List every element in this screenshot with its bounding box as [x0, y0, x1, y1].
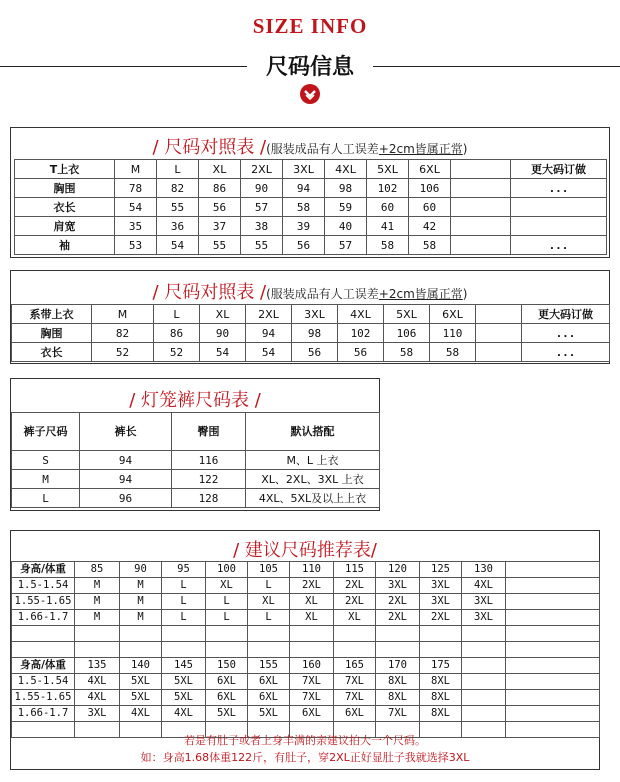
table-cell: 7XL	[334, 674, 376, 690]
table-cell: 58	[384, 343, 430, 362]
table-cell: 98	[292, 324, 338, 343]
header-cell: M	[92, 305, 154, 324]
empty-row	[12, 642, 600, 658]
table-cell: M	[75, 594, 120, 610]
header-cell: 臀围	[172, 413, 246, 451]
row-label: 袖	[15, 236, 115, 255]
empty-cell	[376, 626, 420, 642]
table-cell: L	[248, 610, 290, 626]
table-row	[12, 594, 600, 610]
table-cell: L	[162, 578, 206, 594]
table-cell: ...	[511, 179, 607, 198]
row-label: L	[12, 489, 80, 508]
table-cell: M、L 上衣	[246, 451, 380, 470]
table-header-row	[12, 305, 610, 324]
empty-cell	[462, 642, 506, 658]
header-cell: 身高/体重	[12, 562, 75, 578]
table3-grid	[11, 412, 380, 508]
empty-cell	[162, 642, 206, 658]
table-cell: 7XL	[334, 690, 376, 706]
header-cell: 5XL	[367, 160, 409, 179]
row-label: 衣长	[15, 198, 115, 217]
empty-cell	[506, 642, 600, 658]
table-cell: 2XL	[334, 578, 376, 594]
empty-cell	[120, 626, 162, 642]
table-cell: 4XL、5XL及以上上衣	[246, 489, 380, 508]
table-row	[12, 324, 610, 343]
table-cell: M	[75, 578, 120, 594]
empty-cell	[12, 626, 75, 642]
table-cell: 94	[283, 179, 325, 198]
table-cell: 56	[292, 343, 338, 362]
table-cell	[506, 674, 600, 690]
table4-grid	[11, 561, 600, 738]
table-header-row	[12, 658, 600, 674]
table-cell: 106	[384, 324, 430, 343]
header-cell: XL	[200, 305, 246, 324]
table-cell: 59	[325, 198, 367, 217]
table-cell: 5XL	[120, 690, 162, 706]
table-cell: 82	[92, 324, 154, 343]
table-cell	[451, 217, 511, 236]
table-cell: 36	[157, 217, 199, 236]
table1-title: / 尺码对照表 /(服装成品有人工误差+2cm皆属正常)	[152, 137, 468, 158]
table-cell: 56	[338, 343, 384, 362]
table-cell: M	[120, 594, 162, 610]
table-cell: 3XL	[376, 578, 420, 594]
table-cell: 6XL	[334, 706, 376, 722]
table-row	[12, 674, 600, 690]
table-row	[12, 489, 380, 508]
table-cell: 5XL	[248, 706, 290, 722]
table-cell: 58	[367, 236, 409, 255]
header-cell: 裤长	[80, 413, 172, 451]
table-cell: 55	[157, 198, 199, 217]
table-cell: XL	[290, 594, 334, 610]
table-cell: 82	[157, 179, 199, 198]
table-cell: 54	[157, 236, 199, 255]
header-cell: 130	[462, 562, 506, 578]
table-cell	[462, 674, 506, 690]
empty-cell	[75, 642, 120, 658]
row-label: 1.66-1.7	[12, 610, 75, 626]
row-label: S	[12, 451, 80, 470]
table-cell: 6XL	[206, 690, 248, 706]
table-cell: 90	[241, 179, 283, 198]
table-row	[12, 451, 380, 470]
table-cell: XL	[248, 594, 290, 610]
header-cell: 更大码订做	[522, 305, 610, 324]
table-cell	[506, 690, 600, 706]
table-cell: 3XL	[462, 594, 506, 610]
table-cell: L	[206, 610, 248, 626]
table-cell: 8XL	[376, 674, 420, 690]
table-cell: 6XL	[248, 674, 290, 690]
table1-grid	[14, 159, 607, 255]
table-header-row	[12, 413, 380, 451]
header-cell: 115	[334, 562, 376, 578]
table-cell	[506, 610, 600, 626]
chevron-down-icon	[300, 84, 320, 104]
table2-title: / 尺码对照表 /(服装成品有人工误差+2cm皆属正常)	[152, 282, 468, 303]
table-cell: 116	[172, 451, 246, 470]
table-row	[12, 690, 600, 706]
table-cell: 5XL	[162, 690, 206, 706]
table-cell: 57	[241, 198, 283, 217]
table-cell: 5XL	[206, 706, 248, 722]
table-cell: 2XL	[290, 578, 334, 594]
header-cell: 3XL	[283, 160, 325, 179]
empty-cell	[334, 642, 376, 658]
table-cell	[506, 578, 600, 594]
table-cell: 4XL	[462, 578, 506, 594]
table-cell: M	[120, 610, 162, 626]
table-row	[12, 470, 380, 489]
table-row	[12, 610, 600, 626]
empty-cell	[206, 642, 248, 658]
table-cell: 7XL	[376, 706, 420, 722]
table-cell: XL	[290, 610, 334, 626]
row-label: 1.55-1.65	[12, 690, 75, 706]
table-cell: 2XL	[376, 610, 420, 626]
row-label: M	[12, 470, 80, 489]
spacer-cell	[476, 324, 522, 343]
empty-cell	[206, 626, 248, 642]
row-label: 1.5-1.54	[12, 578, 75, 594]
table-cell: 53	[115, 236, 157, 255]
table-cell: ...	[511, 236, 607, 255]
header-cell: 100	[206, 562, 248, 578]
table-cell: 98	[325, 179, 367, 198]
table-cell: 55	[241, 236, 283, 255]
table-cell: 58	[409, 236, 451, 255]
empty-cell	[162, 626, 206, 642]
table4-title: / 建议尺码推荐表/	[233, 540, 377, 561]
table-cell: 6XL	[248, 690, 290, 706]
table-cell: 4XL	[75, 674, 120, 690]
row-label: 1.66-1.7	[12, 706, 75, 722]
table-cell: 94	[246, 324, 292, 343]
row-label: 胸围	[15, 179, 115, 198]
table-cell: M	[120, 578, 162, 594]
table-cell: 52	[154, 343, 200, 362]
empty-row	[12, 626, 600, 642]
table-cell: XL	[334, 610, 376, 626]
empty-cell	[334, 626, 376, 642]
header-cell: 85	[75, 562, 120, 578]
table-row	[15, 179, 607, 198]
header-cell: 6XL	[430, 305, 476, 324]
table-cell: L	[206, 594, 248, 610]
table-cell: 7XL	[290, 674, 334, 690]
empty-cell	[290, 642, 334, 658]
table-cell: 8XL	[376, 690, 420, 706]
empty-cell	[248, 626, 290, 642]
header-cell: 2XL	[241, 160, 283, 179]
table-cell: 60	[367, 198, 409, 217]
size-table-2	[10, 270, 610, 364]
table-cell: ...	[522, 324, 610, 343]
table-cell	[451, 236, 511, 255]
table-cell: 56	[199, 198, 241, 217]
header-cell: M	[115, 160, 157, 179]
empty-cell	[376, 642, 420, 658]
table-cell: 54	[200, 343, 246, 362]
table-cell: L	[162, 594, 206, 610]
spacer-cell	[476, 305, 522, 324]
header-cell: 4XL	[338, 305, 384, 324]
table-cell: 2XL	[420, 610, 462, 626]
table-cell: 5XL	[162, 674, 206, 690]
empty-cell	[462, 626, 506, 642]
table-cell: 4XL	[162, 706, 206, 722]
header-cell: 身高/体重	[12, 658, 75, 674]
table-cell: 57	[325, 236, 367, 255]
table-row	[12, 343, 610, 362]
table-cell: L	[248, 578, 290, 594]
header-cell: 175	[420, 658, 462, 674]
empty-cell	[12, 642, 75, 658]
empty-cell	[120, 642, 162, 658]
recommend-table	[10, 530, 600, 770]
header-cell: L	[154, 305, 200, 324]
table-cell: 3XL	[75, 706, 120, 722]
footnote-2: 如：身高1.68体重122斤，有肚子，穿2XL正好显肚子我就选择3XL	[140, 751, 470, 764]
table-cell: 102	[367, 179, 409, 198]
table-row	[12, 706, 600, 722]
table-row	[15, 217, 607, 236]
header-cell	[451, 160, 511, 179]
table-row	[15, 236, 607, 255]
table-cell: 54	[115, 198, 157, 217]
header-cell: 2XL	[246, 305, 292, 324]
table-cell: 39	[283, 217, 325, 236]
table-cell: 56	[283, 236, 325, 255]
table-cell: 38	[241, 217, 283, 236]
row-label: 1.5-1.54	[12, 674, 75, 690]
table-cell: 58	[430, 343, 476, 362]
table-cell: 35	[115, 217, 157, 236]
header-cell: 5XL	[384, 305, 430, 324]
header-cell: 120	[376, 562, 420, 578]
empty-cell	[420, 626, 462, 642]
header-cell: 更大码订做	[511, 160, 607, 179]
table2-grid	[11, 304, 610, 362]
header-cell: 135	[75, 658, 120, 674]
header-cell: 110	[290, 562, 334, 578]
header-cell	[462, 658, 506, 674]
empty-cell	[75, 626, 120, 642]
table-cell	[462, 706, 506, 722]
header-cell: 系带上衣	[12, 305, 92, 324]
table-cell: L	[162, 610, 206, 626]
table-cell: 54	[246, 343, 292, 362]
header-cell: 165	[334, 658, 376, 674]
header-cell: L	[157, 160, 199, 179]
header-cell: T上衣	[15, 160, 115, 179]
table-cell: 86	[199, 179, 241, 198]
table-cell: 3XL	[420, 578, 462, 594]
table-cell: 7XL	[290, 690, 334, 706]
header-cell: 160	[290, 658, 334, 674]
table-cell: 90	[200, 324, 246, 343]
table-cell: 6XL	[290, 706, 334, 722]
empty-cell	[420, 642, 462, 658]
spacer-cell	[476, 343, 522, 362]
row-label: 肩宽	[15, 217, 115, 236]
header-cell: 95	[162, 562, 206, 578]
header-cell: 150	[206, 658, 248, 674]
table-cell: 6XL	[206, 674, 248, 690]
footnote-1: 若是有肚子或者上身丰满的亲建议拍大一个尺码。	[184, 734, 426, 747]
table-cell: 94	[80, 451, 172, 470]
table-cell: 96	[80, 489, 172, 508]
table-cell: 55	[199, 236, 241, 255]
header-cell: 155	[248, 658, 290, 674]
table-cell: 2XL	[376, 594, 420, 610]
table-cell: 106	[409, 179, 451, 198]
empty-cell	[506, 626, 600, 642]
row-label: 衣长	[12, 343, 92, 362]
table-cell: 3XL	[420, 594, 462, 610]
table-cell	[511, 217, 607, 236]
table-cell: 122	[172, 470, 246, 489]
table-row	[12, 578, 600, 594]
table-header-row	[15, 160, 607, 179]
header-cell: 3XL	[292, 305, 338, 324]
table-cell: 4XL	[75, 690, 120, 706]
empty-cell	[248, 642, 290, 658]
table-cell: 58	[283, 198, 325, 217]
row-label: 1.55-1.65	[12, 594, 75, 610]
table-cell: 41	[367, 217, 409, 236]
header-cell: 6XL	[409, 160, 451, 179]
table-cell	[511, 198, 607, 217]
table-cell: 110	[430, 324, 476, 343]
table-cell: 5XL	[120, 674, 162, 690]
table-cell: 4XL	[120, 706, 162, 722]
table-cell: M	[75, 610, 120, 626]
table-cell: 128	[172, 489, 246, 508]
size-table-1	[10, 127, 610, 258]
header-cell	[506, 562, 600, 578]
table-cell: 94	[80, 470, 172, 489]
table-cell	[451, 198, 511, 217]
table-cell: 37	[199, 217, 241, 236]
table-cell: 102	[338, 324, 384, 343]
table-cell: XL	[206, 578, 248, 594]
table-cell: 8XL	[420, 674, 462, 690]
header-cell: XL	[199, 160, 241, 179]
table-cell: 3XL	[462, 610, 506, 626]
table3-title: / 灯笼裤尺码表 /	[129, 390, 261, 411]
header-cell: 105	[248, 562, 290, 578]
header-cell: 125	[420, 562, 462, 578]
table-cell: 52	[92, 343, 154, 362]
empty-cell	[290, 626, 334, 642]
table-cell: 60	[409, 198, 451, 217]
header-cell: 145	[162, 658, 206, 674]
header-cell: 90	[120, 562, 162, 578]
cn-title: 尺码信息	[265, 55, 354, 80]
table-cell: 78	[115, 179, 157, 198]
header-cell: 裤子尺码	[12, 413, 80, 451]
row-label: 胸围	[12, 324, 92, 343]
table-cell: 8XL	[420, 690, 462, 706]
table-cell: ...	[522, 343, 610, 362]
header-cell: 默认搭配	[246, 413, 380, 451]
table-cell	[462, 690, 506, 706]
table-cell	[451, 179, 511, 198]
pants-size-table	[10, 378, 380, 511]
header-cell: 4XL	[325, 160, 367, 179]
en-title: SIZE INFO	[252, 14, 368, 38]
table-cell: 2XL	[334, 594, 376, 610]
table-row	[15, 198, 607, 217]
table-cell: 8XL	[420, 706, 462, 722]
table-cell: 40	[325, 217, 367, 236]
table-cell: XL、2XL、3XL 上衣	[246, 470, 380, 489]
table-header-row	[12, 562, 600, 578]
header-cell	[506, 658, 600, 674]
table-cell	[506, 706, 600, 722]
table-cell: 42	[409, 217, 451, 236]
table-cell	[506, 594, 600, 610]
table-cell: 86	[154, 324, 200, 343]
header-cell: 140	[120, 658, 162, 674]
header-cell: 170	[376, 658, 420, 674]
